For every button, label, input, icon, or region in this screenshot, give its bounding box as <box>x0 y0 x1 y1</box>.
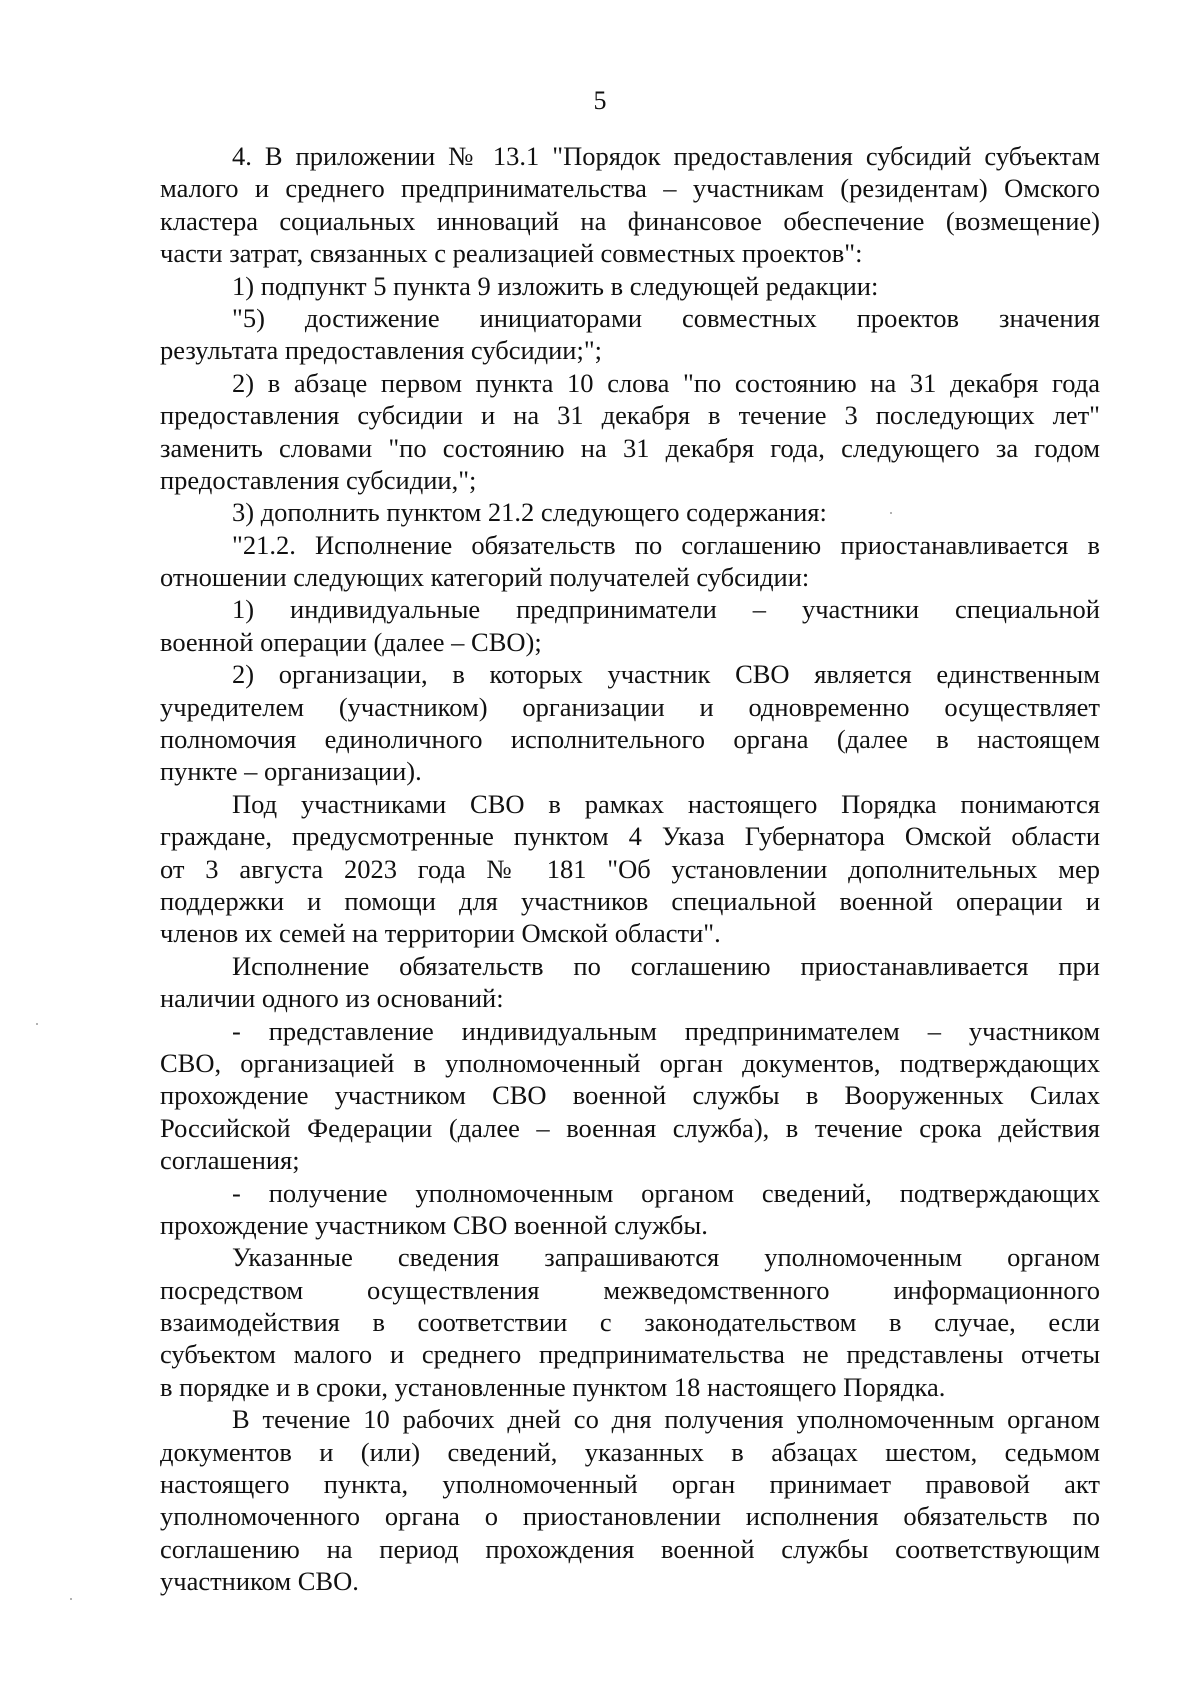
text-line: субъектом малого и среднего предпринимательства не представлены отчеты <box>160 1339 1100 1370</box>
text-line: Указанные сведения запрашиваются уполномоченным органом <box>232 1242 1100 1273</box>
text-line: документов и (или) сведений, указанных в абзацах шестом, седьмом <box>160 1436 1100 1467</box>
text-line: малого и среднего предпринимательства – участникам (резидентам) Омского <box>160 173 1100 204</box>
text-line: прохождение участником СВО военной службы в Вооруженных Силах <box>160 1080 1100 1111</box>
page-number: 5 <box>593 86 607 115</box>
paragraph-information-requests <box>160 1241 1100 1403</box>
paragraph-grounds <box>160 950 1100 1015</box>
document-body <box>160 140 1100 1598</box>
text-line: взаимодействия в соответствии с законодательством в случае, если <box>160 1307 1100 1338</box>
text-line: пункте – организации). <box>160 756 422 787</box>
text-line: граждане, предусмотренные пунктом 4 Указа Губернатора Омской области <box>160 821 1100 852</box>
text-line: отношении следующих категорий получателей субсидии: <box>160 562 810 593</box>
paragraph-item-3 <box>160 496 1100 528</box>
paragraph-category-2 <box>160 658 1100 788</box>
text-line: участником СВО. <box>160 1566 359 1597</box>
scan-speck <box>890 512 892 514</box>
text-line: - получение уполномоченным органом сведений, подтверждающих <box>232 1177 1100 1208</box>
paragraph-svo-participants <box>160 788 1100 950</box>
text-line: 3) дополнить пунктом 21.2 следующего содержания: <box>232 497 827 528</box>
paragraph-subitem-5 <box>160 302 1100 367</box>
text-line: части затрат, связанных с реализацией совместных проектов": <box>160 238 863 269</box>
paragraph-ten-days <box>160 1403 1100 1597</box>
text-line: 2) в абзаце первом пункта 10 слова "по состоянию на 31 декабря года <box>232 367 1100 398</box>
text-line: результата предоставления субсидии;"; <box>160 335 603 366</box>
scan-speck <box>36 1023 38 1025</box>
text-line: уполномоченного органа о приостановлении исполнения обязательств по <box>160 1501 1100 1532</box>
text-line: прохождение участником СВО военной службы. <box>160 1209 708 1240</box>
text-line: полномочия единоличного исполнительного органа (далее в настоящем <box>160 724 1100 755</box>
text-line: членов их семей на территории Омской области". <box>160 918 721 949</box>
text-line: в порядке и в сроки, установленные пунктом 18 настоящего Порядка. <box>160 1371 946 1402</box>
text-line: соглашению на период прохождения военной службы соответствующим <box>160 1533 1100 1564</box>
text-line: настоящего пункта, уполномоченный орган принимает правовой акт <box>160 1469 1100 1500</box>
text-line: заменить словами "по состоянию на 31 декабря года, следующего за годом <box>160 432 1100 463</box>
text-line: "5) достижение инициаторами совместных проектов значения <box>232 302 1100 333</box>
text-line: Российской Федерации (далее – военная служба), в течение срока действия <box>160 1112 1100 1143</box>
text-line: военной операции (далее – СВО); <box>160 626 542 657</box>
text-line: поддержки и помощи для участников специальной военной операции и <box>160 885 1100 916</box>
text-line: 1) подпункт 5 пункта 9 изложить в следующей редакции: <box>232 270 879 301</box>
text-line: посредством осуществления межведомственного информационного <box>160 1274 1100 1305</box>
text-line: от 3 августа 2023 года № 181 "Об установлении дополнительных мер <box>160 853 1100 884</box>
text-line: Исполнение обязательств по соглашению приостанавливается при <box>232 950 1100 981</box>
text-line: В течение 10 рабочих дней со дня получения уполномоченным органом <box>232 1404 1100 1435</box>
paragraph-21-2 <box>160 529 1100 594</box>
paragraph-ground-documents <box>160 1015 1100 1177</box>
text-line: 4. В приложении № 13.1 "Порядок предоставления субсидий субъектам <box>232 141 1100 171</box>
text-line: учредителем (участником) организации и одновременно осуществляет <box>160 691 1100 722</box>
text-line: 1) индивидуальные предприниматели – участники специальной <box>232 594 1100 625</box>
paragraph-item-2 <box>160 367 1100 497</box>
text-line: - представление индивидуальным предпринимателем – участником <box>232 1015 1100 1046</box>
scan-speck <box>70 1598 72 1600</box>
text-line: кластера социальных инноваций на финансовое обеспечение (возмещение) <box>160 205 1100 236</box>
text-line: предоставления субсидии и на 31 декабря в течение 3 последующих лет" <box>160 400 1100 431</box>
text-line: "21.2. Исполнение обязательств по соглашению приостанавливается в <box>232 529 1100 560</box>
text-line: СВО, организацией в уполномоченный орган документов, подтверждающих <box>160 1047 1100 1078</box>
paragraph-category-1 <box>160 593 1100 658</box>
text-line: Под участниками СВО в рамках настоящего Порядка понимаются <box>232 788 1100 819</box>
text-line: 2) организации, в которых участник СВО является единственным <box>232 659 1100 690</box>
text-line: предоставления субсидии,"; <box>160 464 477 495</box>
paragraph-ground-information <box>160 1177 1100 1242</box>
text-line: соглашения; <box>160 1145 300 1176</box>
paragraph-section-4-intro <box>160 140 1100 270</box>
paragraph-item-1 <box>160 270 1100 302</box>
text-line: наличии одного из оснований: <box>160 983 504 1014</box>
